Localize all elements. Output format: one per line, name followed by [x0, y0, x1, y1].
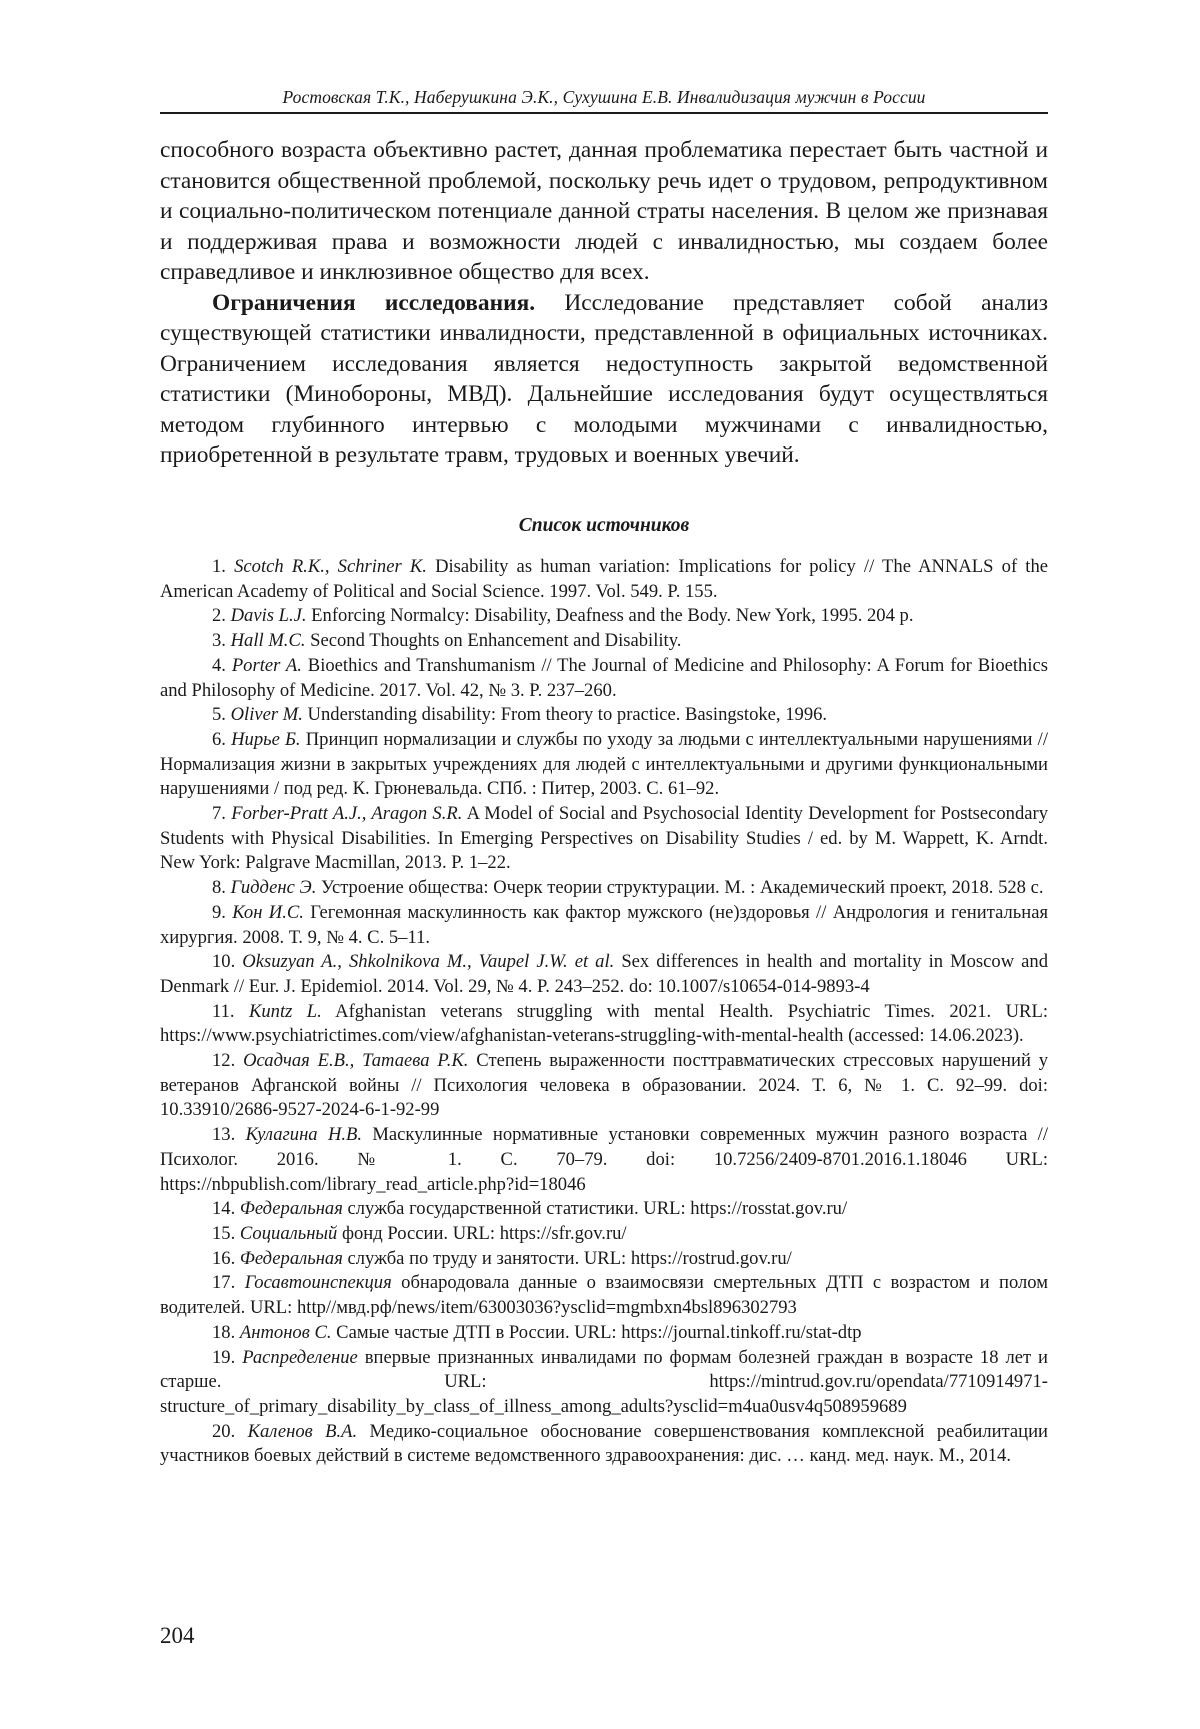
reference-author: Porter A.: [231, 654, 302, 676]
reference-author: Гидденс Э.: [230, 877, 317, 899]
reference-text: Устроение общества: Очерк теории структурации. М. : Академический проект, 2018. 528 с.: [316, 877, 1044, 899]
reference-item: [160, 1222, 1048, 1247]
reference-item: [160, 1123, 1048, 1197]
reference-number: 13.: [212, 1124, 236, 1146]
reference-text: A Model of Social and Psychosocial Identity Development for Postsecondary Students with Physical Disabilities. In Emerging Perspectives on Disability Studies / ed. by M. Wappett, K. Arndt. New York: Palgrave Macmillan, 2013. P. 1–22.: [160, 803, 1049, 874]
reference-number: 1.: [212, 556, 226, 577]
reference-author: Антонов С.: [239, 1321, 332, 1343]
reference-author: Распределение: [242, 1346, 358, 1368]
reference-text: Second Thoughts on Enhancement and Disability.: [305, 630, 682, 652]
reference-item: [160, 728, 1048, 802]
header-rule: [160, 112, 1048, 114]
reference-author: Kuntz L.: [248, 1000, 322, 1022]
reference-text: служба государственной статистики. URL: https://rosstat.gov.ru/: [342, 1198, 848, 1220]
reference-author: Davis L.J.: [230, 605, 307, 627]
reference-text: Маскулинные нормативные установки современных мужчин разного возраста // Психолог. 2016. № 1. С. 70–79. doi: 10.7256/2409-8701.2016.1.18046 URL: https://nbpublish.com/library_read_article.php?id=18046: [160, 1124, 1048, 1195]
reference-number: 11.: [212, 1000, 235, 1022]
reference-author: Каленов В.А.: [247, 1420, 358, 1442]
reference-number: 4.: [212, 654, 226, 676]
reference-item: [160, 950, 1048, 999]
reference-number: 16.: [212, 1247, 236, 1269]
page-number: 204: [160, 1623, 195, 1648]
reference-text: фонд России. URL: https://sfr.gov.ru/: [337, 1222, 627, 1244]
reference-item: [160, 654, 1048, 703]
reference-author: Кулагина Н.В.: [245, 1124, 363, 1146]
running-header: Ростовская Т.К., Наберушкина Э.К., Сухушина Е.В. Инвалидизация мужчин в России: [282, 87, 926, 107]
reference-number: 19.: [212, 1346, 236, 1368]
reference-author: Forber-Pratt A.J., Aragon S.R.: [231, 803, 463, 825]
reference-item: [160, 802, 1048, 876]
reference-text: Степень выраженности посттравматических стрессовых нарушений у ветеранов Афганской войны // Психология человека в образовании. 2024. Т. 6, № 1. С. 92–99. doi: 10.33910/2686-9527-2024-6-1-92-99: [160, 1050, 1049, 1121]
reference-item: [160, 1321, 1048, 1346]
reference-author: Осадчая Е.В., Татаева Р.К.: [243, 1050, 469, 1072]
reference-item: [160, 604, 1048, 629]
body-text: [160, 135, 1048, 471]
reference-text: Принцип нормализации и службы по уходу за людьми с интеллектуальными нарушениями // Нормализация жизни в закрытых учреждениях для людей с интеллектуальными и другими функциональными нарушениями / под ред. К. Грюневальда. СПб. : Питер, 2003. С. 61–92.: [160, 728, 1048, 800]
reference-text: Enforcing Normalcy: Disability, Deafness and the Body. New York, 1995. 204 p.: [306, 605, 914, 627]
reference-text: Understanding disability: From theory to practice. Basingstoke, 1996.: [302, 704, 828, 726]
reference-text: Самые частые ДТП в России. URL: https://journal.tinkoff.ru/stat-dtp: [331, 1321, 862, 1343]
reference-item: [160, 1247, 1048, 1272]
limitations-paragraph: [160, 288, 1048, 471]
reference-text: Afghanistan veterans struggling with mental Health. Psychiatric Times. 2021. URL: https://www.psychiatrictimes.com/view/afghanistan-veterans-struggling-with-mental-health (accessed: 14.06.2023).: [160, 1000, 1048, 1047]
reference-text: впервые признанных инвалидами по формам болезней граждан в возрасте 18 лет и старше. URL: https://mintrud.gov.ru/opendata/7710914971-structure_of_primary_disability_by_class_of_illness_among_adults?ysclid=m4ua0usv4q508959689: [160, 1346, 1048, 1417]
reference-author: Scotch R.K., Schriner K.: [234, 556, 427, 577]
reference-item: [160, 629, 1048, 654]
reference-number: 18.: [212, 1321, 236, 1343]
reference-text: обнародовала данные о взаимосвязи смертельных ДТП с возрастом и полом водителей. URL: http//мвд.рф/news/item/63003036?ysclid=mgmbxn4bsl896302793: [160, 1272, 1048, 1319]
limitations-lead: Ограничения исследования.: [212, 289, 536, 316]
reference-author: Госавтоинспекция: [244, 1272, 392, 1294]
reference-number: 10.: [212, 951, 236, 973]
reference-item: [160, 703, 1048, 728]
reference-item: [160, 1197, 1048, 1222]
reference-number: 6.: [212, 728, 226, 750]
reference-number: 12.: [212, 1050, 236, 1072]
reference-number: 3.: [212, 630, 226, 652]
reference-number: 8.: [212, 877, 226, 899]
reference-number: 20.: [212, 1420, 236, 1442]
reference-author: Кон И.С.: [232, 901, 304, 923]
reference-number: 5.: [212, 704, 226, 726]
reference-number: 2.: [212, 605, 226, 627]
reference-item: [160, 1346, 1048, 1420]
limitations-text: Исследование представляет собой анализ существующей статистики инвалидности, представленной в официальных источниках. Ограничением исследования является недоступность закрытой ведомственной статистики (Минобороны, МВД). Дальнейшие исследования будут осуществляться методом глубинного интервью с молодыми мужчинами с инвалидностью, приобретенной в результате травм, трудовых и военных увечий.: [160, 289, 1049, 468]
reference-item: [160, 901, 1048, 950]
reference-item: [160, 1000, 1048, 1049]
reference-item: [160, 555, 1048, 604]
reference-item: [160, 1420, 1048, 1469]
reference-author: Нирье Б.: [231, 728, 301, 750]
reference-number: 9.: [212, 901, 226, 923]
reference-number: 15.: [212, 1222, 236, 1244]
reference-item: [160, 1271, 1048, 1320]
reference-author: Oliver M.: [230, 704, 303, 726]
reference-text: Disability as human variation: Implications for policy // The ANNALS of the American Academy of Political and Social Science. 1997. Vol. 549. P. 155.: [160, 556, 1048, 602]
reference-text: Медико-социальное обоснование совершенствования комплексной реабилитации участников боевых действий в системе ведомственного здравоохранения: дис. … канд. мед. наук. М., 2014.: [160, 1420, 1049, 1467]
reference-text: Bioethics and Transhumanism // The Journal of Medicine and Philosophy: A Forum for Bioethics and Philosophy of Medicine. 2017. Vol. 42, № 3. P. 237–260.: [160, 654, 1048, 701]
reference-number: 14.: [212, 1198, 236, 1220]
references-title: Список источников: [518, 515, 690, 536]
reference-author: Социальный: [239, 1222, 338, 1244]
reference-item: [160, 1049, 1048, 1123]
reference-text: Гегемонная маскулинность как фактор мужского (не)здоровья // Андрология и генитальная хирургия. 2008. Т. 9, № 4. С. 5–11.: [160, 901, 1048, 948]
reference-number: 7.: [212, 803, 226, 825]
reference-author: Hall M.C.: [230, 630, 306, 652]
reference-text: Sex differences in health and mortality in Moscow and Denmark // Eur. J. Epidemiol. 2014. Vol. 29, № 4. P. 243–252. do: 10.1007/s10654-014-9893-4: [160, 951, 1049, 997]
reference-text: служба по труду и занятости. URL: https://rostrud.gov.ru/: [342, 1247, 792, 1269]
reference-author: Федеральная: [239, 1198, 343, 1220]
reference-item: [160, 876, 1048, 901]
body-paragraph-continued: способного возраста объективно растет, данная проблематика перестает быть частной и становится общественной проблемой, поскольку речь идет о трудовом, репродуктивном и социально-политическом потенциале данной страты населения. В целом же признавая и поддерживая права и возможности людей с инвалидностью, мы создаем более справедливое и инклюзивное общество для всех.: [160, 137, 1048, 285]
references-list: [160, 555, 1048, 1469]
reference-author: Федеральная: [239, 1247, 343, 1269]
reference-author: Oksuzyan A., Shkolnikova M., Vaupel J.W. et al.: [242, 951, 615, 973]
reference-number: 17.: [212, 1272, 236, 1294]
